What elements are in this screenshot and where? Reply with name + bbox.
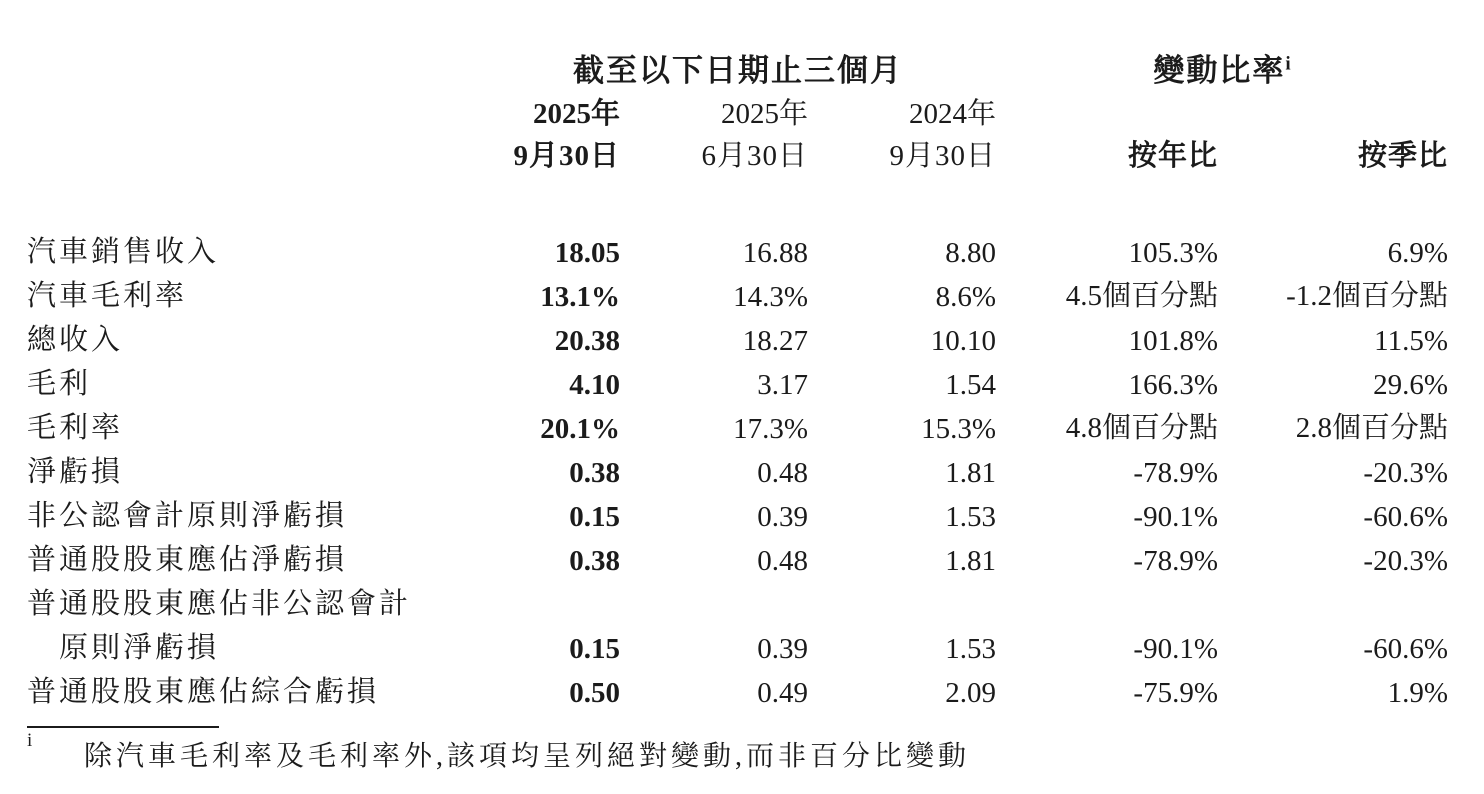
- footnote: [27, 730, 1457, 774]
- table-row-net-loss-to-shareholders: [27, 534, 1448, 578]
- cell-q2-2025: 0.48: [757, 545, 808, 577]
- cell-q3-2025: 0.50: [569, 677, 620, 709]
- table-row-non-gaap-to-shareholders-line1: [27, 578, 1448, 622]
- table-row-gross-profit: [27, 358, 1448, 402]
- row-label: 原則淨虧損: [59, 632, 220, 664]
- cell-q3-2025: 20.1%: [540, 413, 620, 445]
- table-header-date-row: [27, 132, 1448, 174]
- row-label: 總收入: [27, 324, 124, 356]
- column-header-date-q3-2024: 9月30日: [889, 140, 996, 172]
- cell-yoy: -75.9%: [1133, 677, 1218, 709]
- cell-q2-2025: 18.27: [742, 325, 808, 357]
- cell-q3-2024: 8.80: [945, 237, 996, 269]
- header-empty-cell: [27, 132, 480, 174]
- cell-q3-2024: 15.3%: [921, 413, 996, 445]
- table-row-net-loss: [27, 446, 1448, 490]
- column-header-year-q2-2025: 2025年: [720, 98, 808, 130]
- cell-yoy: [996, 578, 1218, 622]
- period-group-title: 截至以下日期止三個月: [573, 53, 903, 88]
- row-label: 毛利率: [27, 412, 124, 444]
- table-row-total-revenue: [27, 314, 1448, 358]
- cell-qoq: -1.2個百分點: [1286, 280, 1448, 312]
- column-header-date-q3-2025: 9月30日: [513, 140, 620, 172]
- cell-qoq: -60.6%: [1363, 633, 1448, 665]
- table-row-vehicle-sales: [27, 226, 1448, 270]
- cell-q3-2025: 0.38: [569, 457, 620, 489]
- column-header-qoq: 按季比: [1357, 140, 1448, 172]
- cell-yoy: -90.1%: [1133, 501, 1218, 533]
- column-header-year-q3-2024: 2024年: [908, 98, 996, 130]
- row-label: 普通股股東應佔綜合虧損: [27, 676, 380, 708]
- header-empty-cell: [996, 90, 1218, 132]
- table-row-vehicle-margin: [27, 270, 1448, 314]
- cell-q3-2024: 2.09: [945, 677, 996, 709]
- table-header-group-row: [27, 40, 1448, 90]
- cell-q2-2025: 17.3%: [733, 413, 808, 445]
- cell-q2-2025: 3.17: [757, 369, 808, 401]
- row-label: 淨虧損: [27, 456, 124, 488]
- table-row-non-gaap-net-loss: [27, 490, 1448, 534]
- cell-q2-2025: [620, 578, 808, 622]
- cell-q2-2025: 0.49: [757, 677, 808, 709]
- change-group-header: [996, 40, 1448, 90]
- cell-yoy: 105.3%: [1128, 237, 1218, 269]
- cell-qoq: -20.3%: [1363, 545, 1448, 577]
- row-label: 毛利: [27, 368, 92, 400]
- row-label: 普通股股東應佔非公認會計: [27, 588, 412, 620]
- cell-q3-2025: [480, 578, 620, 622]
- cell-q2-2025: 14.3%: [733, 281, 808, 313]
- cell-qoq: -60.6%: [1363, 501, 1448, 533]
- cell-qoq: 11.5%: [1374, 325, 1448, 357]
- cell-yoy: 4.8個百分點: [1065, 412, 1218, 444]
- footnote-text: 除汽車毛利率及毛利率外,該項均呈列絕對變動,而非百分比變動: [84, 741, 971, 772]
- cell-q3-2025: 0.15: [569, 633, 620, 665]
- cell-qoq: [1218, 578, 1448, 622]
- cell-q3-2024: 1.53: [945, 501, 996, 533]
- cell-qoq: 1.9%: [1387, 677, 1448, 709]
- cell-yoy: 101.8%: [1128, 325, 1218, 357]
- footnote-mark: i: [27, 730, 33, 751]
- cell-qoq: 6.9%: [1387, 237, 1448, 269]
- cell-q3-2024: 10.10: [930, 325, 996, 357]
- cell-q3-2025: 4.10: [569, 369, 620, 401]
- cell-q3-2024: 1.81: [945, 457, 996, 489]
- cell-yoy: 4.5個百分點: [1065, 280, 1218, 312]
- column-header-year-q3-2025: 2025年: [532, 98, 620, 130]
- column-header-yoy: 按年比: [1127, 140, 1218, 172]
- cell-yoy: -90.1%: [1133, 633, 1218, 665]
- header-empty-cell: [27, 40, 480, 90]
- table-row-comprehensive-loss-to-shareholders: [27, 666, 1448, 710]
- cell-q3-2024: 8.6%: [935, 281, 996, 313]
- cell-yoy: -78.9%: [1133, 545, 1218, 577]
- cell-qoq: 29.6%: [1373, 369, 1448, 401]
- header-empty-cell: [27, 90, 480, 132]
- table-row-gross-margin: [27, 402, 1448, 446]
- column-header-date-q2-2025: 6月30日: [701, 140, 808, 172]
- cell-q3-2024: 1.81: [945, 545, 996, 577]
- cell-q2-2025: 0.48: [757, 457, 808, 489]
- cell-yoy: 166.3%: [1128, 369, 1218, 401]
- row-label: 汽車銷售收入: [27, 236, 220, 268]
- cell-q3-2025: 18.05: [554, 237, 620, 269]
- row-label: 汽車毛利率: [27, 280, 188, 312]
- header-empty-cell: [1218, 90, 1448, 132]
- cell-q2-2025: 16.88: [742, 237, 808, 269]
- cell-q3-2024: [808, 578, 996, 622]
- cell-q3-2024: 1.53: [945, 633, 996, 665]
- table-row-non-gaap-to-shareholders-line2: [27, 622, 1448, 666]
- cell-q3-2025: 20.38: [554, 325, 620, 357]
- financial-results-table: [27, 40, 1448, 710]
- cell-q3-2024: 1.54: [945, 369, 996, 401]
- row-label: 非公認會計原則淨虧損: [27, 500, 348, 532]
- period-group-header: [480, 40, 996, 90]
- change-group-title: 變動比率: [1153, 53, 1286, 88]
- cell-q3-2025: 0.15: [569, 501, 620, 533]
- header-body-spacer: [27, 174, 1448, 226]
- cell-qoq: -20.3%: [1363, 457, 1448, 489]
- cell-yoy: -78.9%: [1133, 457, 1218, 489]
- footnote-divider: [27, 726, 219, 728]
- cell-q2-2025: 0.39: [757, 633, 808, 665]
- footnote-block: [27, 726, 1457, 774]
- cell-qoq: 2.8個百分點: [1295, 412, 1448, 444]
- cell-q3-2025: 13.1%: [540, 281, 620, 313]
- cell-q2-2025: 0.39: [757, 501, 808, 533]
- cell-q3-2025: 0.38: [569, 545, 620, 577]
- table-header-year-row: [27, 90, 1448, 132]
- footnote-reference-mark: i: [1285, 53, 1291, 75]
- row-label: 普通股股東應佔淨虧損: [27, 544, 348, 576]
